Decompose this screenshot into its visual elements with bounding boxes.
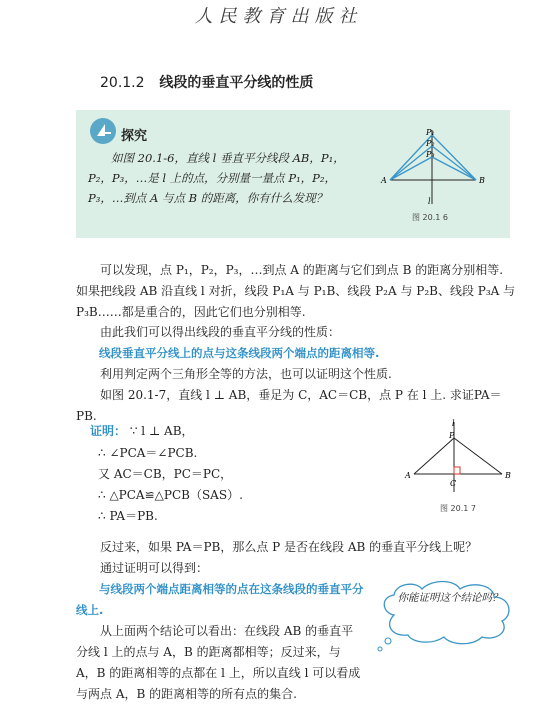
figure-20-1-6-caption: 图 20.1 6 (412, 213, 448, 222)
fig2-label-a: A (405, 471, 411, 480)
fig1-label-p3: P₃ (426, 150, 435, 159)
paragraph-summary: 从上面两个结论可以看出：在线段 AB 的垂直平分线 l 上的点与 A，B 的距离都相等；反过来，与 A，B 的距离相等的点都在 l 上，所以直线 l 可以看成与两点 A，B 的距离相等的所有点的集合. (76, 624, 361, 701)
fig1-label-p1: P₁ (426, 128, 435, 137)
fig1-label-p2: P₂ (426, 139, 435, 148)
fig2-label-b: B (505, 471, 511, 480)
paragraph-problem: 如图 20.1-7，直线 l ⊥ AB，垂足为 C，AC＝CB，点 P 在 l 上. 求证PA＝PB. (76, 388, 502, 423)
paragraph-observation: 可以发现，点 P₁，P₂，P₃，…到点 A 的距离与它们到点 B 的距离分别相等. 如果把线段 AB 沿直线 l 对折，线段 P₁A 与 P₁B、线段 P₂A 与 P₂B、线段 P₃A 与 P₃B……都是重合的，因此它们也分别相等. (76, 263, 516, 319)
proof-step-4: ∴ △PCA≌△PCB（SAS）. (98, 488, 243, 502)
paragraph-converse-intro: 通过证明可以得到： (100, 561, 209, 575)
property-statement-1: 线段垂直平分线上的点与这条线段两个端点的距离相等. (99, 346, 380, 360)
fig2-label-c: C (450, 479, 457, 488)
paragraph-conclusion-intro: 由此我们可以得出线段的垂直平分线的性质： (100, 325, 341, 339)
paragraph-proof-intro: 利用判定两个三角形全等的方法，也可以证明这个性质. (100, 367, 392, 381)
paragraph-converse-question: 反过来，如果 PA＝PB，那么点 P 是否在线段 AB 的垂直平分线上呢？ (100, 540, 478, 554)
fig1-label-b: B (479, 176, 485, 185)
thought-cloud (372, 575, 522, 655)
fig2-label-l: l (452, 419, 455, 428)
publisher-header: 人民教育出版社 (194, 6, 363, 27)
fig1-label-a: A (381, 176, 387, 185)
proof-heading: 证明： (90, 424, 127, 438)
section-heading (100, 72, 313, 92)
property-statement-2: 与线段两个端点距离相等的点在这条线段的垂直平分线上. (76, 582, 364, 617)
cloud-question: 你能证明这个结论吗？ (397, 592, 503, 604)
fig2-label-p: P (449, 431, 455, 440)
proof-step-5: ∴ PA＝PB. (98, 509, 158, 523)
section-title: 线段的垂直平分线的性质 (159, 75, 314, 91)
explore-title: 探究 (121, 129, 148, 144)
proof-step-2: ∴ ∠PCA＝∠PCB. (98, 446, 198, 460)
figure-20-1-6 (380, 124, 490, 212)
explore-text: 如图 20.1-6，直线 l 垂直平分线段 AB，P₁，P₂，P₃，…是 l 上的点，分别量一量点 P₁，P₂，P₃，…到点 A 与点 B 的距离，你有什么发现？ (88, 151, 345, 205)
section-number: 20.1.2 (100, 75, 145, 91)
proof-step-1: ∵ l ⊥ AB， (129, 424, 194, 438)
proof-step-3: 又 AC＝CB，PC＝PC， (98, 467, 233, 481)
fig1-label-l: l (428, 197, 431, 206)
figure-20-1-7 (402, 416, 520, 498)
proof-line-1 (90, 421, 194, 442)
explore-icon (90, 118, 116, 144)
figure-20-1-7-caption: 图 20.1 7 (440, 504, 476, 513)
